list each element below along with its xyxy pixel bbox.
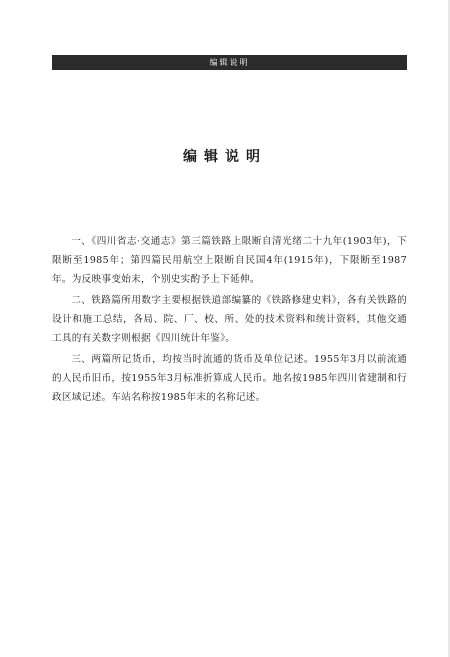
page-title: 编辑说明: [183, 149, 267, 165]
paragraph-1: 一、《四川省志·交通志》第三篇铁路上限断自清光绪二十九年(1903年)，下限断至1985年；第四篇民用航空上限断自民国4年(1915年)，下限断至1987年。为反映事变始末，个别史实酌予上下延伸。: [52, 236, 407, 285]
running-header-band: [52, 55, 407, 70]
body-text: [52, 232, 407, 409]
paragraph-3: 三、两篇所记货币，均按当时流通的货币及单位记述。1955年3月以前流通的人民币旧币，按1955年3月标准折算成人民币。地名按1985年四川省建制和行政区域记述。车站名称按1985年末的名称记述。: [52, 354, 407, 403]
paragraph-2: 二、铁路篇所用数字主要根据铁道部编纂的《铁路修建史料》，各有关铁路的设计和施工总结，各局、院、厂、校、所、处的技术资料和统计资料，其他交通工具的有关数字则根据《四川统计年鉴》。: [52, 295, 407, 344]
running-header-label: 编辑说明: [209, 57, 250, 67]
